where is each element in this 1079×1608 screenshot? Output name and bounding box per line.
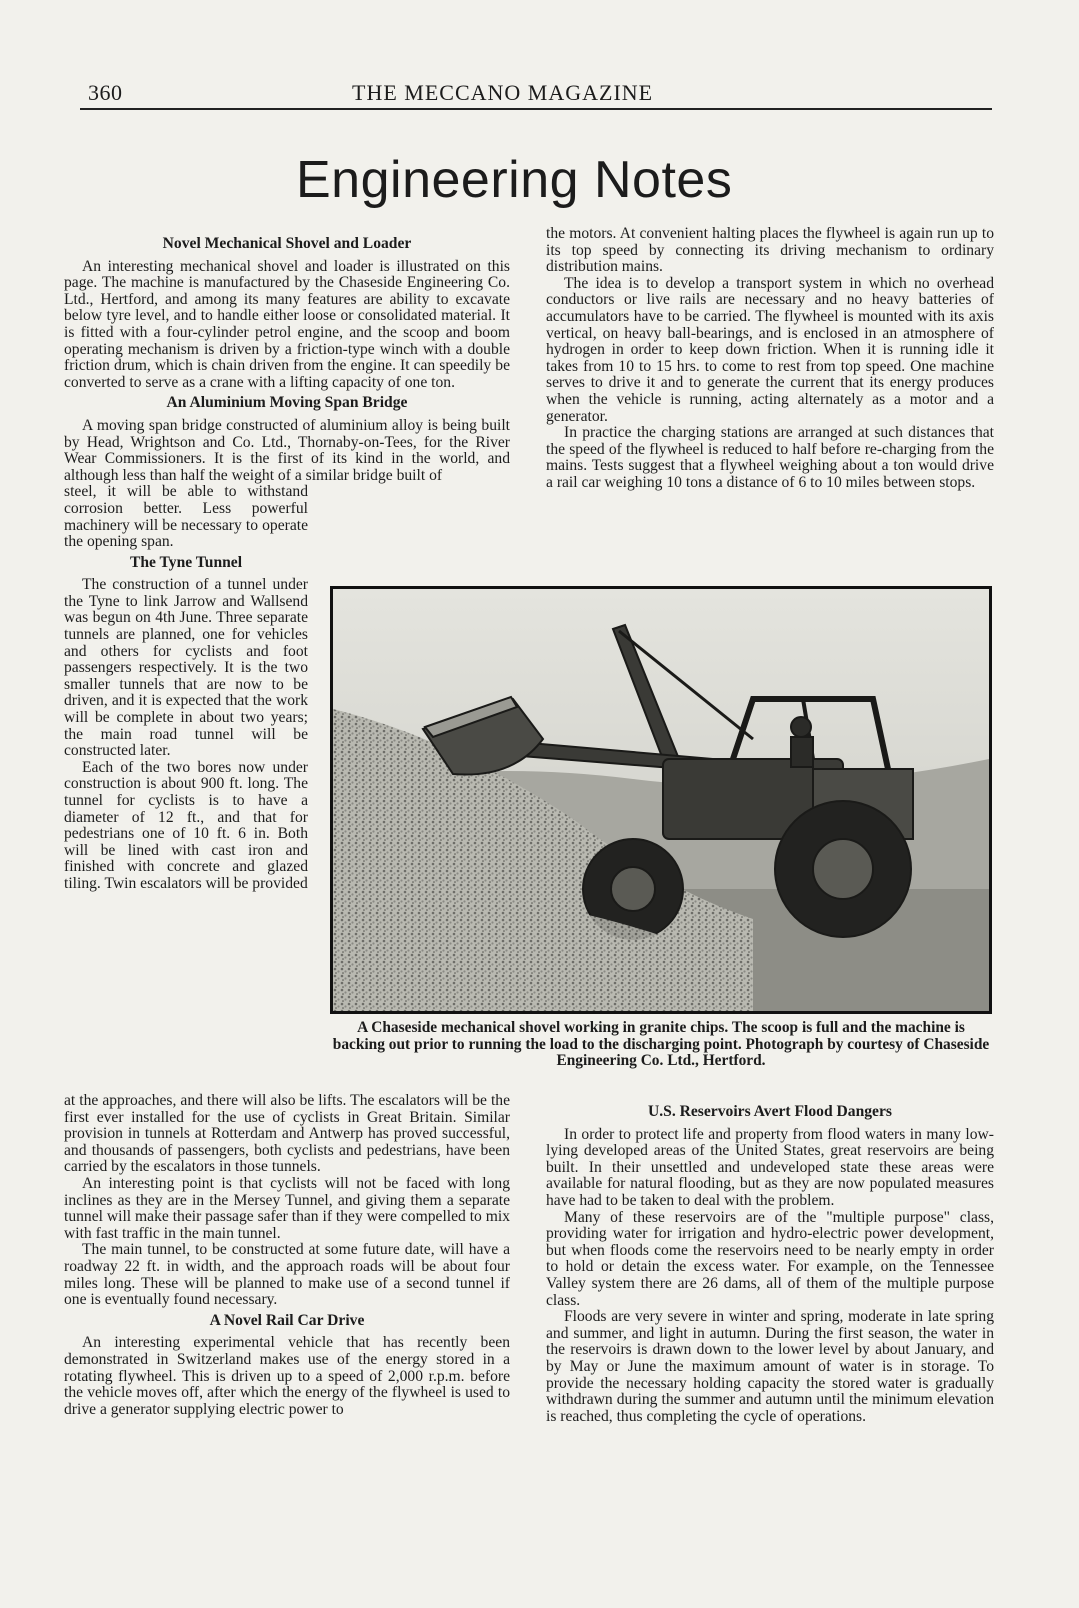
bridge-paragraph-continued: steel, it will be able to withstand corrosion better. Less powerful machinery will be necessary to operate the opening span. [64,483,308,551]
reservoirs-paragraph-2: Many of these reservoirs are of the "multiple purpose" class, providing water for irrigation and hydro-electric power development, but when floods come the reservoirs need to be nearly empty in order to hold or detain the excess water. For example, on the Tennessee Valley system there are 26 dams, all of them of the multiple purpose class. [546,1208,994,1309]
shovel-heading: Novel Mechanical Shovel and Loader [162,235,412,252]
tunnel-paragraph-2: Each of the two bores now under construction is about 900 ft. long. The tunnel for cyclists is to have a diameter of 12 ft., and that for pedestrians one of 10 ft. 6 in. Both will be lined with cast iron and finished with concrete and glazed tiling. Twin escalators will be provided [64,758,308,892]
tunnel-paragraph-2-continued: at the approaches, and there will also be lifts. The escalators will be the first ever installed for the use of cyclists in Great Britain. Similar provision in tunnels at Rotterdam and Antwerp has proved successful, and thousands of passengers, both cyclists and pedestrians, have been carried by the escalators in those tunnels. [64,1092,510,1176]
tunnel-heading: The Tyne Tunnel [129,553,243,571]
bridge-heading: An Aluminium Moving Span Bridge [166,394,408,412]
reservoirs-heading: U.S. Reservoirs Avert Flood Dangers [648,1103,892,1120]
photo-caption: A Chaseside mechanical shovel working in granite chips. The scoop is full and the machine is backing out prior to running the load to the discharging point. Photograph by courtesy of Chaseside Engineering Co. Ltd., Hertford. [332,1019,990,1070]
right-column-lower [546,1100,994,1425]
reservoirs-paragraph-1: In order to protect life and property from flood waters in many low-lying developed areas of the United States, great reservoirs are being built. In their unsettled and undeveloped state these areas were available for natural flooding, but as they are now populated measures have had to be taken to deal with the problem. [546,1125,994,1209]
page-title: Engineering Notes [296,151,733,209]
shovel-photo [330,586,992,1014]
railcar-paragraph-2: The idea is to develop a transport system in which no overhead conductors or live rails are necessary and no heavy batteries of accumulators have to be carried. The flywheel is mounted with its axis vertical, on heavy ball-bearings, and is enclosed in an atmosphere of hydrogen in order to keep down friction. When it is running idle it takes from 10 to 15 hrs. to come to rest from top speed. One machine serves to drive it and to generate the current that its energy produces when the vehicle is running, acting alternately as a motor and a generator. [546,274,994,425]
running-head: THE MECCANO MAGAZINE [352,80,654,105]
railcar-paragraph-1-continued: the motors. At convenient halting places the flywheel is again run up to its top speed by connecting its driving mechanism to ordinary distribution mains. [546,225,994,276]
header-rule [80,108,992,110]
tunnel-paragraph-3: An interesting point is that cyclists will not be faced with long inclines as they are in the Mersey Tunnel, and giving them a separate tunnel will make their passage safer than if they were compelled to mix with fast traffic in the main tunnel. [64,1174,511,1242]
bridge-paragraph: A moving span bridge constructed of aluminium alloy is being built by Head, Wrightson and Co. Ltd., Thornaby-on-Tees, for the River Wear Commissioners. It is the first of its kind in the world, and although less than half the weight of a similar bridge built of [64,416,510,484]
railcar-paragraph-1: An interesting experimental vehicle that has recently been demonstrated in Switzerland makes use of the energy stored in a rotating flywheel. This is driven up to a speed of 2,000 r.p.m. before the vehicle moves off, after which the energy of the flywheel is used to drive a generator supplying electric power to [64,1334,510,1418]
narrow-left-column [64,484,308,892]
shovel-photo-illustration [333,589,989,1011]
railcar-heading: A Novel Rail Car Drive [209,1311,365,1329]
reservoirs-paragraph-3: Floods are very severe in winter and spring, moderate in late spring and summer, and light in autumn. During the first season, the water in the reservoirs is drawn down to the lower level by about January, and by May or June the maximum amount of water is in storage. To provide the necessary holding capacity the stored water is gradually withdrawn during the summer and autumn until the minimum elevation is reached, thus completing the cycle of operations. [546,1308,994,1425]
right-column [546,226,994,492]
left-column-lower [64,1093,510,1418]
shovel-paragraph: An interesting mechanical shovel and loader is illustrated on this page. The machine is manufactured by the Chaseside Engineering Co. Ltd., Hertford, and among its many features are ability to excavate below tyre level, and to handle either loose or consolidated material. It is fitted with a four-cylinder petrol engine, and the scoop and boom operating mechanism is driven by a friction-type winch with a double friction drum, which is chain driven from the engine. It can speedily be converted to serve as a crane with a lifting capacity of one ton. [64,257,510,391]
railcar-paragraph-3: In practice the charging stations are arranged at such distances that the speed of the flywheel is reduced to half before re-charging from the mains. Tests suggest that a flywheel weighing about a ton would drive a rail car weighing 10 tons a distance of 6 to 10 miles between stops. [546,424,994,491]
page-number: 360 [88,80,123,105]
tunnel-paragraph-4: The main tunnel, to be constructed at some future date, will have a roadway 22 ft. in width, and the approach roads will be about four miles long. These will be planned to make use of a second tunnel if one is eventually found necessary. [64,1241,510,1309]
tunnel-paragraph-1: The construction of a tunnel under the Tyne to link Jarrow and Wallsend was begun on 4th June. Three separate tunnels are planned, one for vehicles and others for cyclists and foot passengers respectively. It is the two smaller tunnels that are now to be driven, and it is expected that the work will be complete in about two years; the main road tunnel will be constructed later. [64,576,308,760]
